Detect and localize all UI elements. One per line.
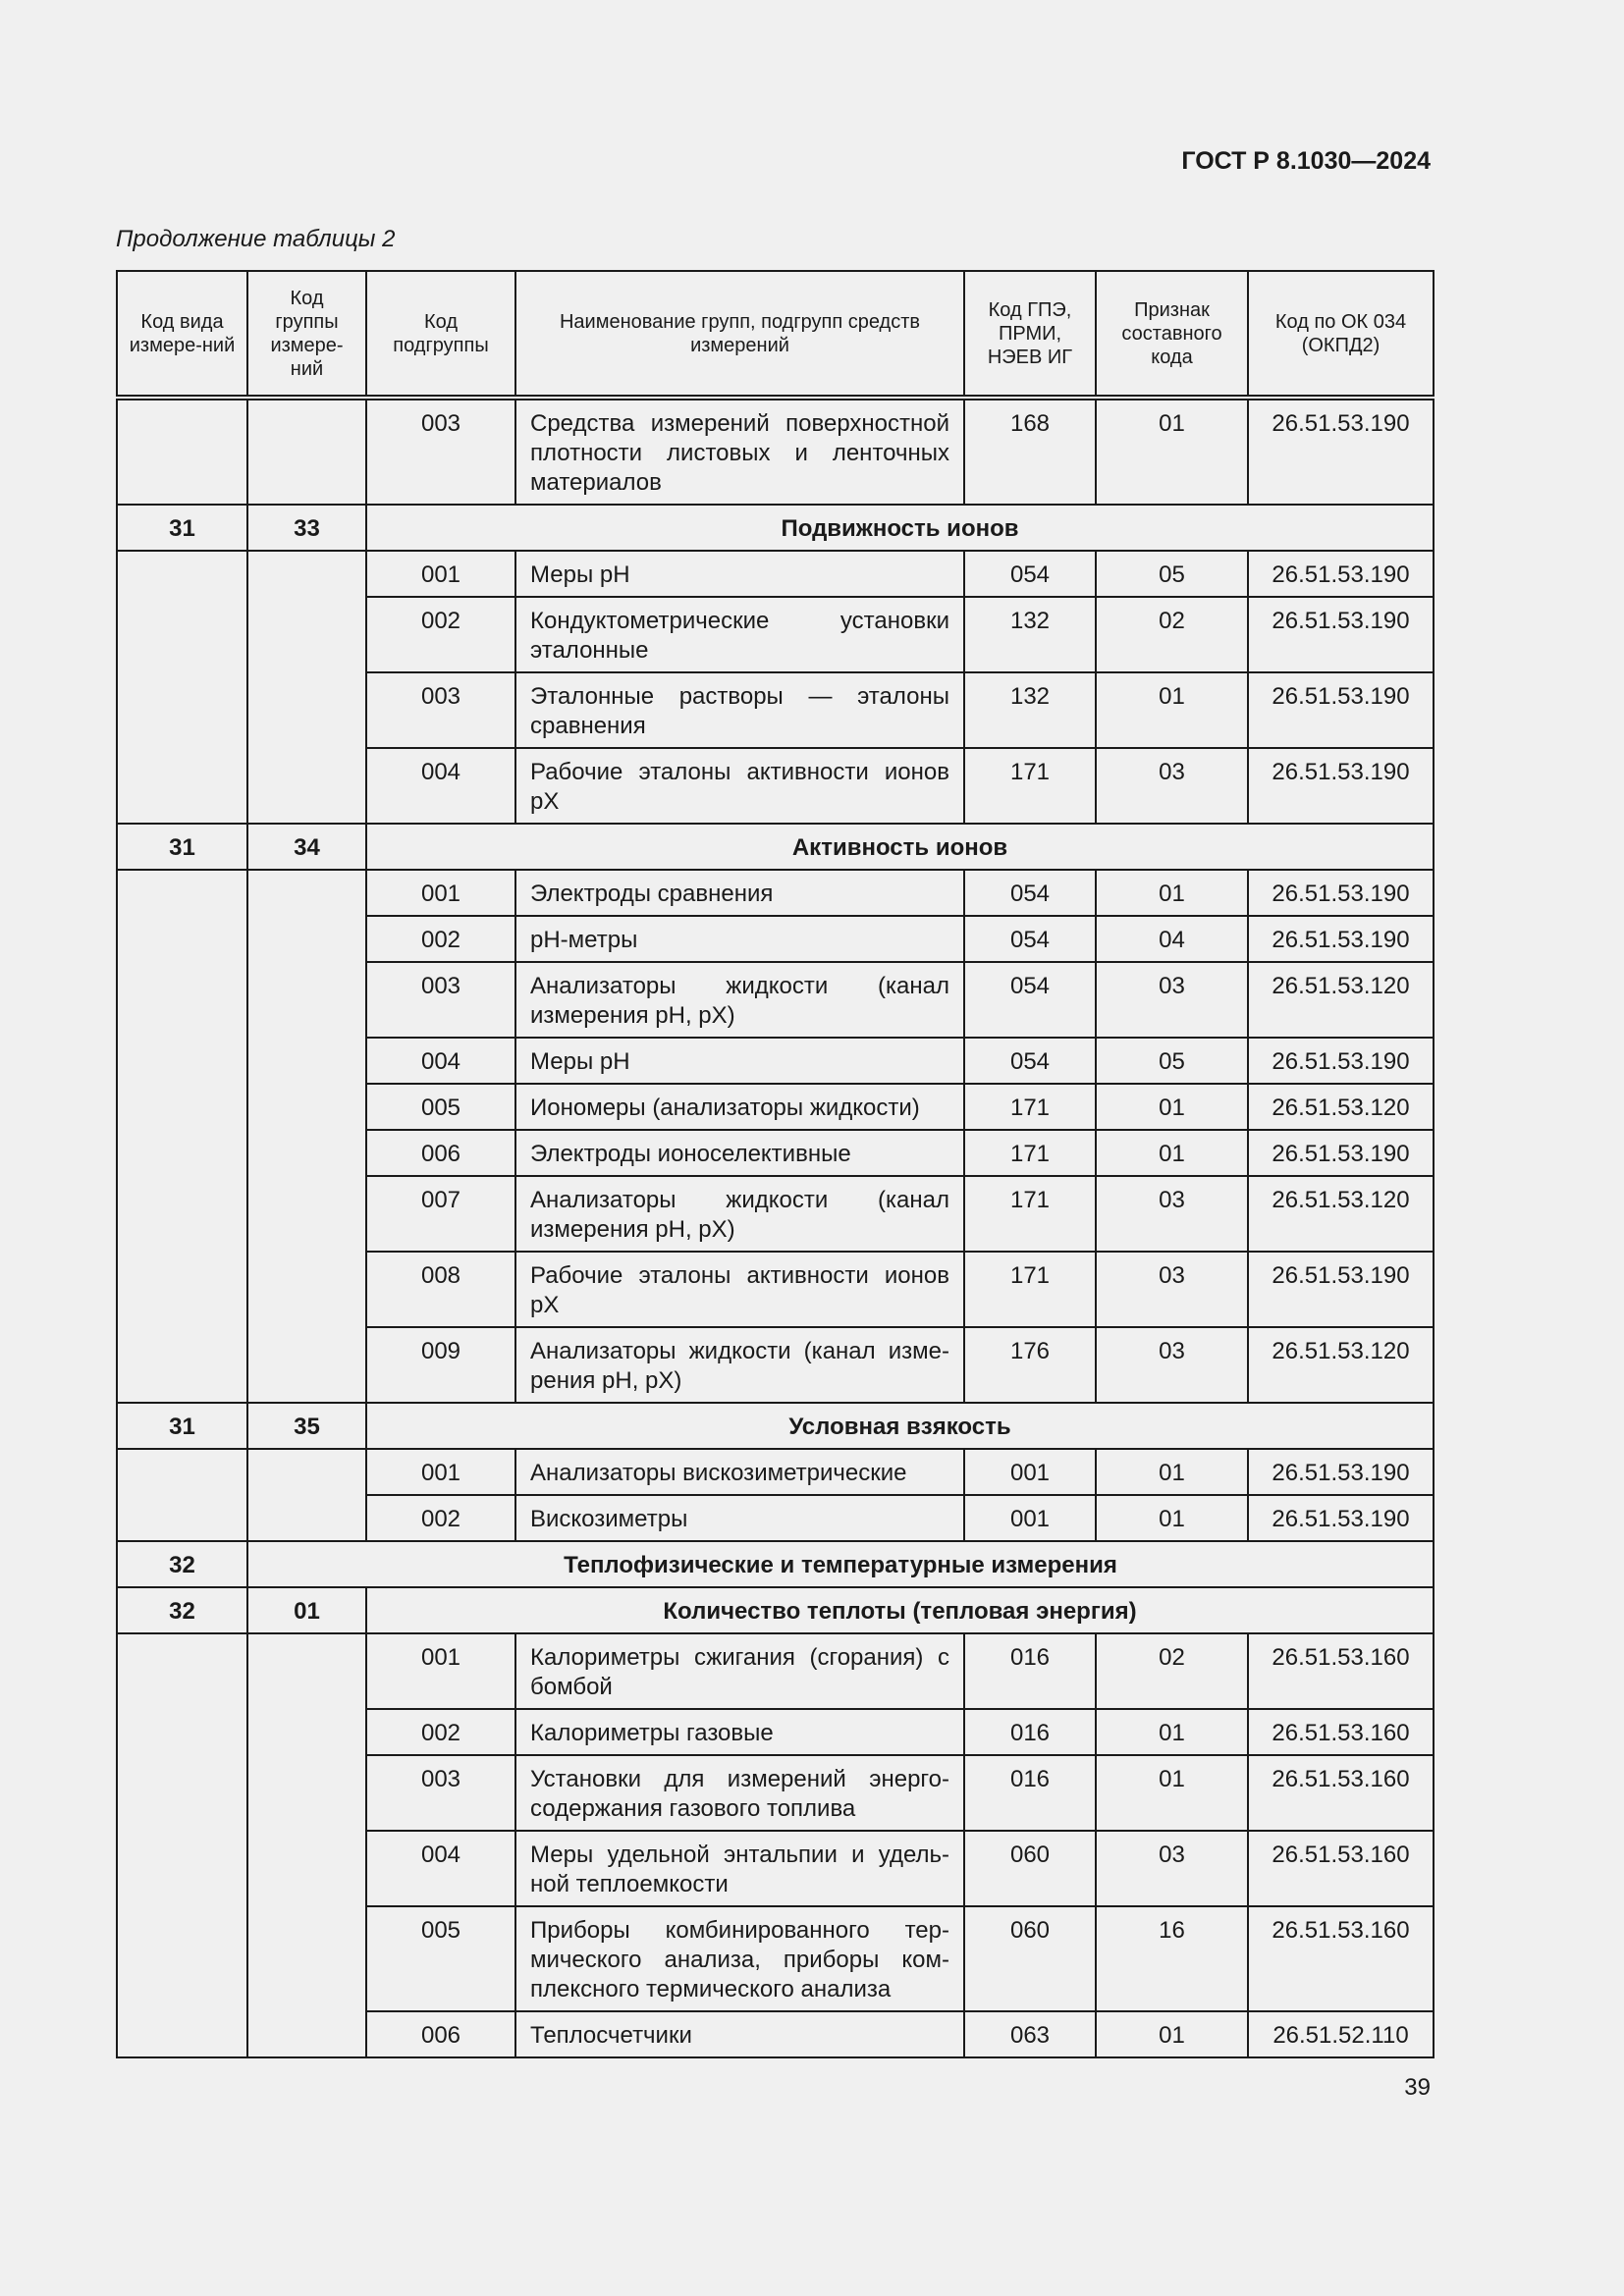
sign-code: 05: [1096, 1038, 1248, 1084]
table-row: [117, 870, 1434, 916]
sign-code: 03: [1096, 962, 1248, 1038]
table-caption: Продолжение таблицы 2: [116, 226, 396, 252]
sign-code: 01: [1096, 2011, 1248, 2057]
section-vid: 31: [117, 1403, 247, 1449]
item-name: Меры удельной энтальпии и удель-ной теплоемкости: [515, 1831, 964, 1906]
item-name: Калориметры газовые: [515, 1709, 964, 1755]
sign-code: 03: [1096, 748, 1248, 824]
item-name: Средства измерений поверхностной плотности листовых и ленточных материалов: [515, 398, 964, 505]
section-group: 34: [247, 824, 366, 870]
gpe-code: 171: [964, 748, 1096, 824]
item-name: Теплосчетчики: [515, 2011, 964, 2057]
item-name: Меры рН: [515, 1038, 964, 1084]
item-name: Анализаторы вискозиметрические: [515, 1449, 964, 1495]
vid-cell-empty: [117, 1633, 247, 2057]
subgroup-code: 003: [366, 672, 515, 748]
subgroup-code: 001: [366, 1633, 515, 1709]
okpd-code: 26.51.53.120: [1248, 1176, 1434, 1252]
gpe-code: 016: [964, 1755, 1096, 1831]
group-cell-empty: [247, 551, 366, 824]
subgroup-code: 009: [366, 1327, 515, 1403]
header-subgroup: Код подгруппы: [366, 271, 515, 398]
subgroup-code: 002: [366, 597, 515, 672]
header-gpe: Код ГПЭ, ПРМИ, НЭЕВ ИГ: [964, 271, 1096, 398]
group-cell-empty: [247, 1633, 366, 2057]
subgroup-code: 007: [366, 1176, 515, 1252]
gpe-code: 001: [964, 1495, 1096, 1541]
section-row: [117, 1587, 1434, 1633]
gpe-code: 060: [964, 1906, 1096, 2011]
section-row: [117, 1541, 1434, 1587]
gpe-code: 054: [964, 551, 1096, 597]
okpd-code: 26.51.53.160: [1248, 1831, 1434, 1906]
item-name: Кондуктометрические установки эталонные: [515, 597, 964, 672]
item-name: Рабочие эталоны активности ионов рХ: [515, 748, 964, 824]
item-name: Электроды сравнения: [515, 870, 964, 916]
gpe-code: 016: [964, 1709, 1096, 1755]
gpe-code: 176: [964, 1327, 1096, 1403]
subgroup-code: 001: [366, 1449, 515, 1495]
vid-cell-empty: [117, 1449, 247, 1541]
sign-code: 03: [1096, 1327, 1248, 1403]
subgroup-code: 003: [366, 398, 515, 505]
sign-code: 02: [1096, 1633, 1248, 1709]
item-name: Электроды ионоселективные: [515, 1130, 964, 1176]
subgroup-code: 001: [366, 870, 515, 916]
okpd-code: 26.51.53.160: [1248, 1755, 1434, 1831]
gpe-code: 016: [964, 1633, 1096, 1709]
okpd-code: 26.51.53.160: [1248, 1709, 1434, 1755]
section-group: 33: [247, 505, 366, 551]
gpe-code: 168: [964, 398, 1096, 505]
sign-code: 16: [1096, 1906, 1248, 2011]
gpe-code: 001: [964, 1449, 1096, 1495]
okpd-code: 26.51.53.190: [1248, 1252, 1434, 1327]
subgroup-code: 002: [366, 1709, 515, 1755]
okpd-code: 26.51.53.120: [1248, 1084, 1434, 1130]
section-group: 01: [247, 1587, 366, 1633]
section-title: Подвижность ионов: [366, 505, 1434, 551]
group-cell-empty: [247, 398, 366, 505]
okpd-code: 26.51.53.190: [1248, 597, 1434, 672]
item-name: Приборы комбинированного тер-мического анализа, приборы ком-плексного термического анализа: [515, 1906, 964, 2011]
section-row: [117, 1403, 1434, 1449]
section-row: [117, 824, 1434, 870]
gpe-code: 054: [964, 916, 1096, 962]
document-header: ГОСТ Р 8.1030—2024: [1181, 147, 1431, 175]
subgroup-code: 002: [366, 1495, 515, 1541]
gpe-code: 171: [964, 1130, 1096, 1176]
sign-code: 01: [1096, 1709, 1248, 1755]
sign-code: 01: [1096, 1130, 1248, 1176]
section-vid: 32: [117, 1587, 247, 1633]
item-name: Эталонные растворы — эталоны сравнения: [515, 672, 964, 748]
header-okpd: Код по ОК 034 (ОКПД2): [1248, 271, 1434, 398]
section-title: Условная взякость: [366, 1403, 1434, 1449]
sign-code: 01: [1096, 1755, 1248, 1831]
gpe-code: 063: [964, 2011, 1096, 2057]
gpe-code: 171: [964, 1176, 1096, 1252]
subgroup-code: 002: [366, 916, 515, 962]
section-group: 35: [247, 1403, 366, 1449]
okpd-code: 26.51.52.110: [1248, 2011, 1434, 2057]
group-cell-empty: [247, 1449, 366, 1541]
section-vid: 31: [117, 505, 247, 551]
subgroup-code: 004: [366, 1831, 515, 1906]
item-name: Рабочие эталоны активности ионов рХ: [515, 1252, 964, 1327]
sign-code: 04: [1096, 916, 1248, 962]
okpd-code: 26.51.53.160: [1248, 1633, 1434, 1709]
okpd-code: 26.51.53.190: [1248, 1130, 1434, 1176]
sign-code: 01: [1096, 672, 1248, 748]
sign-code: 01: [1096, 1449, 1248, 1495]
subgroup-code: 008: [366, 1252, 515, 1327]
table-row: [117, 1633, 1434, 1709]
section-row: [117, 505, 1434, 551]
subgroup-code: 005: [366, 1906, 515, 2011]
item-name: Меры рН: [515, 551, 964, 597]
section-title: Количество теплоты (тепловая энергия): [366, 1587, 1434, 1633]
subgroup-code: 003: [366, 962, 515, 1038]
gpe-code: 060: [964, 1831, 1096, 1906]
section-vid: 32: [117, 1541, 247, 1587]
subgroup-code: 006: [366, 2011, 515, 2057]
sign-code: 03: [1096, 1176, 1248, 1252]
classification-table: [116, 270, 1435, 2058]
vid-cell-empty: [117, 551, 247, 824]
table-row: [117, 398, 1434, 505]
item-name: Анализаторы жидкости (канал изме-рения рН, рХ): [515, 1327, 964, 1403]
sign-code: 01: [1096, 870, 1248, 916]
section-vid: 31: [117, 824, 247, 870]
header-group: Код группы измере-ний: [247, 271, 366, 398]
okpd-code: 26.51.53.190: [1248, 916, 1434, 962]
sign-code: 01: [1096, 1495, 1248, 1541]
sign-code: 01: [1096, 398, 1248, 505]
okpd-code: 26.51.53.190: [1248, 870, 1434, 916]
subgroup-code: 003: [366, 1755, 515, 1831]
group-cell-empty: [247, 870, 366, 1403]
gpe-code: 054: [964, 1038, 1096, 1084]
vid-cell-empty: [117, 870, 247, 1403]
page-number: 39: [1404, 2074, 1431, 2101]
sign-code: 01: [1096, 1084, 1248, 1130]
header-name: Наименование групп, подгрупп средств измерений: [515, 271, 964, 398]
sign-code: 03: [1096, 1831, 1248, 1906]
gpe-code: 132: [964, 672, 1096, 748]
sign-code: 03: [1096, 1252, 1248, 1327]
item-name: Калориметры сжигания (сгорания) с бомбой: [515, 1633, 964, 1709]
okpd-code: 26.51.53.120: [1248, 962, 1434, 1038]
gpe-code: 054: [964, 962, 1096, 1038]
section-title: Теплофизические и температурные измерения: [247, 1541, 1434, 1587]
gpe-code: 171: [964, 1084, 1096, 1130]
subgroup-code: 001: [366, 551, 515, 597]
item-name: Иономеры (анализаторы жидкости): [515, 1084, 964, 1130]
header-sign: Признак составного кода: [1096, 271, 1248, 398]
okpd-code: 26.51.53.190: [1248, 748, 1434, 824]
item-name: рН-метры: [515, 916, 964, 962]
okpd-code: 26.51.53.190: [1248, 1449, 1434, 1495]
gpe-code: 054: [964, 870, 1096, 916]
table-row: [117, 1449, 1434, 1495]
header-vid: Код вида измере-ний: [117, 271, 247, 398]
subgroup-code: 004: [366, 748, 515, 824]
okpd-code: 26.51.53.190: [1248, 1495, 1434, 1541]
okpd-code: 26.51.53.160: [1248, 1906, 1434, 2011]
table-row: [117, 551, 1434, 597]
okpd-code: 26.51.53.190: [1248, 398, 1434, 505]
sign-code: 05: [1096, 551, 1248, 597]
table-header-row: [117, 271, 1434, 398]
subgroup-code: 004: [366, 1038, 515, 1084]
gpe-code: 171: [964, 1252, 1096, 1327]
okpd-code: 26.51.53.190: [1248, 551, 1434, 597]
item-name: Анализаторы жидкости (канал измерения рН, рХ): [515, 962, 964, 1038]
item-name: Вискозиметры: [515, 1495, 964, 1541]
okpd-code: 26.51.53.120: [1248, 1327, 1434, 1403]
okpd-code: 26.51.53.190: [1248, 672, 1434, 748]
vid-cell-empty: [117, 398, 247, 505]
gpe-code: 132: [964, 597, 1096, 672]
item-name: Анализаторы жидкости (канал измерения рН, рХ): [515, 1176, 964, 1252]
section-title: Активность ионов: [366, 824, 1434, 870]
subgroup-code: 006: [366, 1130, 515, 1176]
sign-code: 02: [1096, 597, 1248, 672]
okpd-code: 26.51.53.190: [1248, 1038, 1434, 1084]
subgroup-code: 005: [366, 1084, 515, 1130]
item-name: Установки для измерений энерго-содержания газового топлива: [515, 1755, 964, 1831]
